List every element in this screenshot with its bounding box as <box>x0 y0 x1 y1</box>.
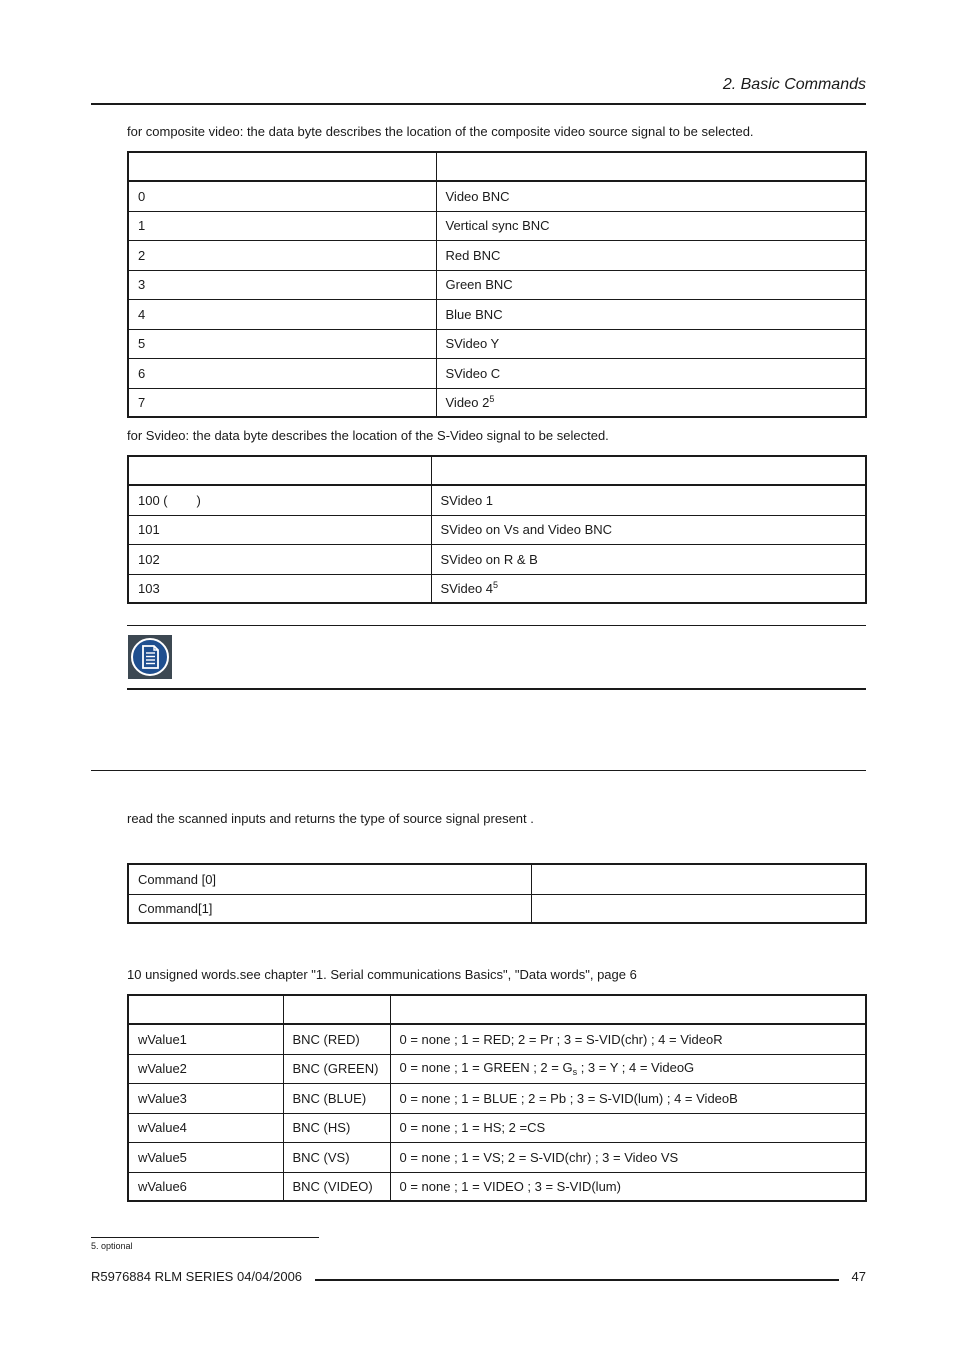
word-cell: wValue4 <box>128 1113 283 1142</box>
word-cell: wValue5 <box>128 1142 283 1172</box>
wvalue-table <box>127 994 867 1202</box>
cell-label: Blue BNC <box>436 299 866 329</box>
command-value <box>531 864 866 894</box>
table-row <box>128 1083 866 1113</box>
meaning-text: 0 = none ; 1 = GREEN ; 2 = G <box>399 1060 573 1075</box>
footnote: 5. optional <box>91 1241 133 1251</box>
svideo-intro: for Svideo: the data byte describes the location of the S-Video signal to be selected. <box>127 428 609 443</box>
meaning-cell: 0 = none ; 1 = RED; 2 = Pr ; 3 = S-VID(chr) ; 4 = VideoR <box>390 1024 866 1054</box>
cell-label: Video BNC <box>436 181 866 211</box>
cell-value: 6 <box>128 358 436 388</box>
cell-value: 0 <box>128 181 436 211</box>
label-text: Video 2 <box>445 395 490 411</box>
input-cell: BNC (VIDEO) <box>283 1172 390 1201</box>
footer-rule <box>315 1279 839 1281</box>
cell-label: Red BNC <box>436 240 866 270</box>
footer-doc-info: R5976884 RLM SERIES 04/04/2006 <box>91 1269 303 1284</box>
command-table <box>127 863 867 924</box>
cell-value: 7 <box>128 388 436 417</box>
cell-label: Green BNC <box>436 270 866 299</box>
note-icon <box>128 635 172 679</box>
meaning-cell: 0 = none ; 1 = HS; 2 =CS <box>390 1113 866 1142</box>
cell-value: 100 ( ) <box>128 485 431 515</box>
meaning-text: ; 3 = Y ; 4 = VideoG <box>577 1060 695 1075</box>
label-text: SVideo 4 <box>440 581 494 597</box>
svideo-table <box>127 455 867 604</box>
command-name: Command [0] <box>128 864 531 894</box>
cell-label: SVideo Y <box>436 329 866 358</box>
composite-table <box>127 151 867 418</box>
table-row <box>128 544 866 574</box>
input-cell: BNC (HS) <box>283 1113 390 1142</box>
table-row <box>128 485 866 515</box>
cell-value: 102 <box>128 544 431 574</box>
page-header-title: 2. Basic Commands <box>722 76 866 93</box>
table-row <box>128 1172 866 1201</box>
cell-label: SVideo on Vs and Video BNC <box>431 515 866 544</box>
table-row <box>128 358 866 388</box>
cell-value: 4 <box>128 299 436 329</box>
cell-label: SVideo on R & B <box>431 544 866 574</box>
table-row <box>128 574 866 603</box>
footnote-ref: 5 <box>493 580 499 591</box>
table-header-row <box>128 152 866 181</box>
table-row <box>128 181 866 211</box>
table-row <box>128 1054 866 1083</box>
table-row <box>128 894 866 923</box>
table-header-row <box>128 456 866 485</box>
meaning-cell: 0 = none ; 1 = VS; 2 = S-VID(chr) ; 3 = Video VS <box>390 1142 866 1172</box>
table-row <box>128 388 866 417</box>
section-rule <box>91 770 866 771</box>
data-words-text: 10 unsigned words.see chapter "1. Serial communications Basics", "Data words", page 6 <box>127 967 637 982</box>
footnote-ref: 5 <box>489 394 495 405</box>
input-cell: BNC (BLUE) <box>283 1083 390 1113</box>
page-number: 47 <box>851 1269 866 1284</box>
note-top-rule <box>127 625 866 626</box>
table-row <box>128 329 866 358</box>
word-cell: wValue6 <box>128 1172 283 1201</box>
input-cell: BNC (VS) <box>283 1142 390 1172</box>
command-value <box>531 894 866 923</box>
scan-description: read the scanned inputs and returns the type of source signal present . <box>127 811 534 826</box>
note-bottom-rule <box>127 688 866 690</box>
cell-label: SVideo C <box>436 358 866 388</box>
cell-value: 2 <box>128 240 436 270</box>
word-cell: wValue3 <box>128 1083 283 1113</box>
header-rule <box>91 103 866 105</box>
cell-label: SVideo 1 <box>431 485 866 515</box>
table-header-row <box>128 995 866 1024</box>
composite-intro: for composite video: the data byte describes the location of the composite video source signal to be selected. <box>127 124 754 139</box>
input-cell: BNC (GREEN) <box>283 1054 390 1083</box>
cell-value: 3 <box>128 270 436 299</box>
table-row <box>128 299 866 329</box>
table-row <box>128 240 866 270</box>
cell-value: 103 <box>128 574 431 603</box>
command-name: Command[1] <box>128 894 531 923</box>
table-row <box>128 864 866 894</box>
cell-label <box>436 388 866 417</box>
cell-value: 5 <box>128 329 436 358</box>
footnote-rule <box>91 1237 319 1238</box>
table-row <box>128 1113 866 1142</box>
subscript: s <box>572 1067 578 1077</box>
table-row <box>128 1024 866 1054</box>
table-row <box>128 1142 866 1172</box>
cell-value: 1 <box>128 211 436 240</box>
cell-label: Vertical sync BNC <box>436 211 866 240</box>
table-row <box>128 515 866 544</box>
meaning-cell: 0 = none ; 1 = VIDEO ; 3 = S-VID(lum) <box>390 1172 866 1201</box>
table-row <box>128 211 866 240</box>
meaning-cell: 0 = none ; 1 = BLUE ; 2 = Pb ; 3 = S-VID(lum) ; 4 = VideoB <box>390 1083 866 1113</box>
word-cell: wValue2 <box>128 1054 283 1083</box>
word-cell: wValue1 <box>128 1024 283 1054</box>
meaning-cell <box>390 1054 866 1083</box>
cell-value: 101 <box>128 515 431 544</box>
input-cell: BNC (RED) <box>283 1024 390 1054</box>
cell-label <box>431 574 866 603</box>
table-row <box>128 270 866 299</box>
